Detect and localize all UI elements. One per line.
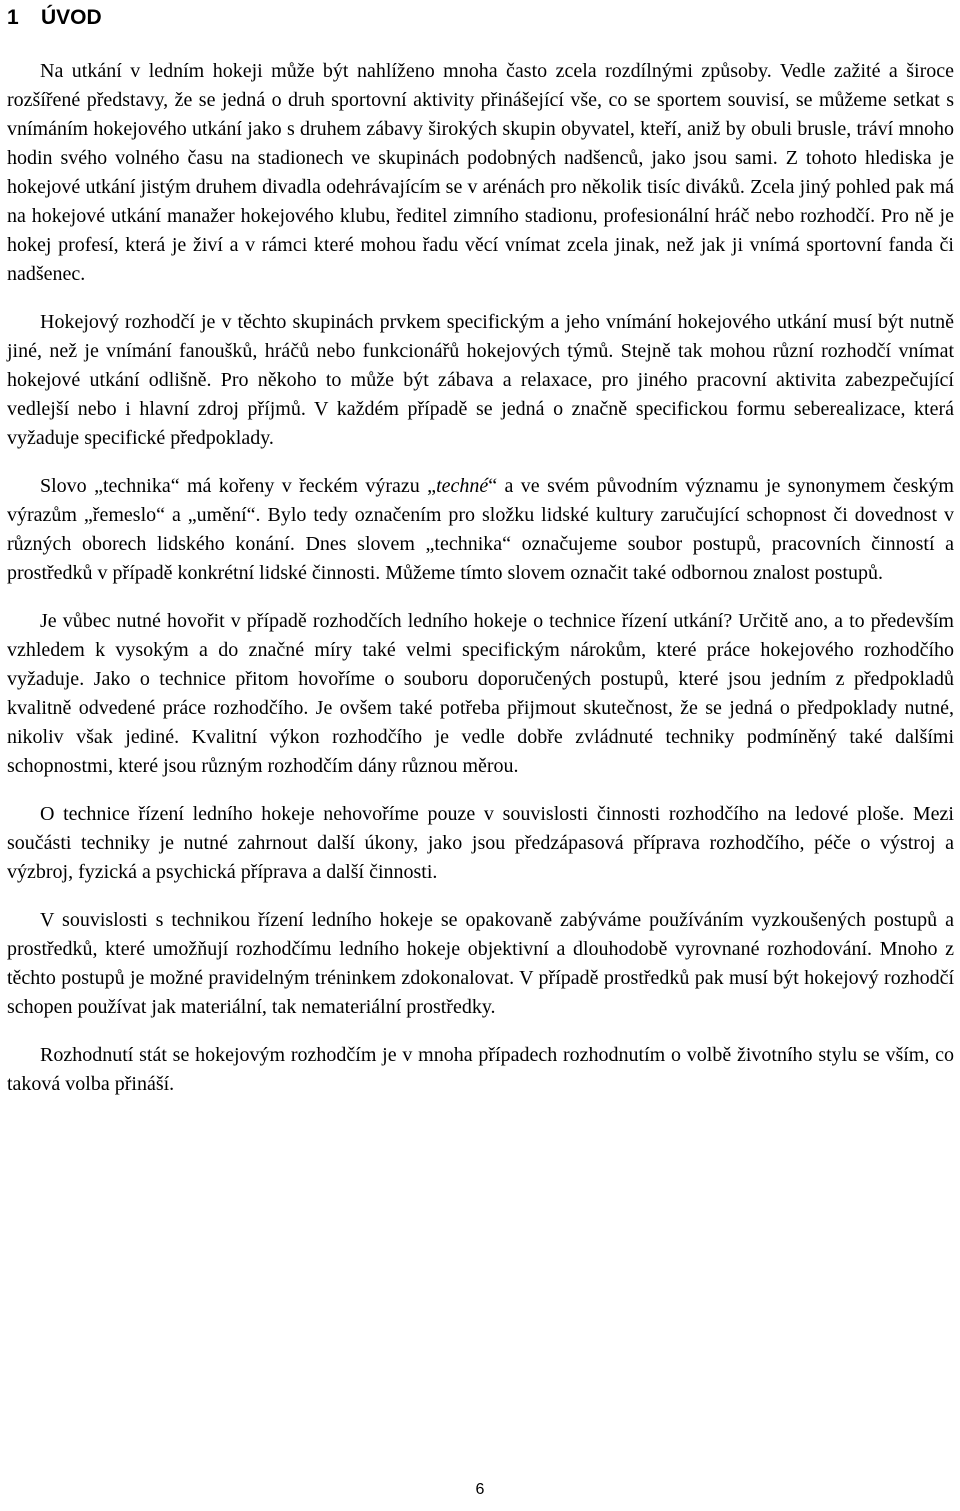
paragraph-1: Na utkání v ledním hokeji může být nahlíženo mnoha často zcela rozdílnými způsoby. Vedle zažité a široce rozšířené představy, že se jedná o druh sportovní aktivity přinášející vše, co se sportem souvisí, se můžeme setkat s vnímáním hokejového utkání jako s druhem zábavy širokých skupin obyvatel, kteří, aniž by obuli brusle, tráví mnoho hodin svého volného času na stadionech ve skupinách podobných nadšenců, jako jsou sami. Z tohoto hlediska je hokejové utkání jistým druhem divadla odehrávajícím se v arénách pro několik tisíc diváků. Zcela jiný pohled pak má na hokejové utkání manažer hokejového klubu, ředitel zimního stadionu, profesionální hráč nebo rozhodčí. Pro ně je hokej profesí, která je živí a v rámci které mohou řadu věcí vnímat zcela jinak, než jak ji vnímá sportovní fanda či nadšenec. <box>7 60 954 285</box>
paragraph-4: Je vůbec nutné hovořit v případě rozhodčích ledního hokeje o technice řízení utkání? Určitě ano, a to především vzhledem k vysokým a do značné míry také velmi specifickým nárokům, které práce hokejového rozhodčího vyžaduje. Jako o technice přitom hovoříme o souboru doporučených postupů, které jsou jedním z předpokladů kvalitně odvedené práce rozhodčího. Je ovšem také potřeba přijmout skutečnost, že se jedná o předpoklady nutné, nikoliv však jediné. Kvalitní výkon rozhodčího je vedle dobře zvládnuté techniky podmíněný také dalšími schopnostmi, které jsou různým rozhodčím dány různou měrou. <box>7 610 954 777</box>
paragraph-6: V souvislosti s technikou řízení ledního hokeje se opakovaně zabýváme používáním vyzkoušených postupů a prostředků, které umožňují rozhodčímu ledního hokeje objektivní a dlouhodobě vyrovnané rozhodování. Mnoho z těchto postupů je možné pravidelným tréninkem zdokonalovat. V případě prostředků pak musí být hokejový rozhodčí schopen používat jak materiální, tak nemateriální prostředky. <box>7 909 954 1018</box>
paragraph-3-text-before: Slovo „technika“ má kořeny v řeckém výrazu „ <box>40 475 437 497</box>
section-number: 1 <box>7 6 19 29</box>
paragraph-3-text-after: “ a ve svém původním významu je synonymem českým výrazům „řemeslo“ a „umění“. Bylo tedy označením pro složku lidské kultury zaručující schopnost či dovednost v různých oborech lidského konání. Dnes slovem „technika“ označujeme soubor postupů, pracovních činností a prostředků v případě konkrétní lidské činnosti. Můžeme tímto slovem označit také odbornou znalost postupů. <box>7 475 954 584</box>
paragraph-2: Hokejový rozhodčí je v těchto skupinách prvkem specifickým a jeho vnímání hokejového utkání musí být nutně jiné, než je vnímání fanoušků, hráčů nebo funkcionářů hokejových týmů. Stejně tak mohou různí rozhodčí vnímat hokejové utkání odlišně. Pro někoho to může být zábava a relaxace, pro jiného pracovní aktivita zabezpečující vedlejší nebo i hlavní zdroj příjmů. V každém případě se jedná o značně specifickou formu seberealizace, která vyžaduje specifické předpoklady. <box>7 311 954 449</box>
paragraph-5: O technice řízení ledního hokeje nehovoříme pouze v souvislosti činnosti rozhodčího na ledové ploše. Mezi součásti techniky je nutné zahrnout další úkony, jako jsou předzápasová příprava rozhodčího, péče o výstroj a výzbroj, fyzická a psychická příprava a další činnosti. <box>7 803 954 883</box>
paragraph-7: Rozhodnutí stát se hokejovým rozhodčím je v mnoha případech rozhodnutím o volbě životního stylu se vším, co taková volba přináší. <box>7 1044 954 1095</box>
document-page <box>7 0 954 1099</box>
page-number: 6 <box>475 1481 485 1498</box>
section-title: ÚVOD <box>41 6 102 29</box>
paragraph-3 <box>7 472 954 588</box>
section-heading <box>7 4 954 32</box>
paragraph-3-italic-term: techné <box>436 475 489 497</box>
